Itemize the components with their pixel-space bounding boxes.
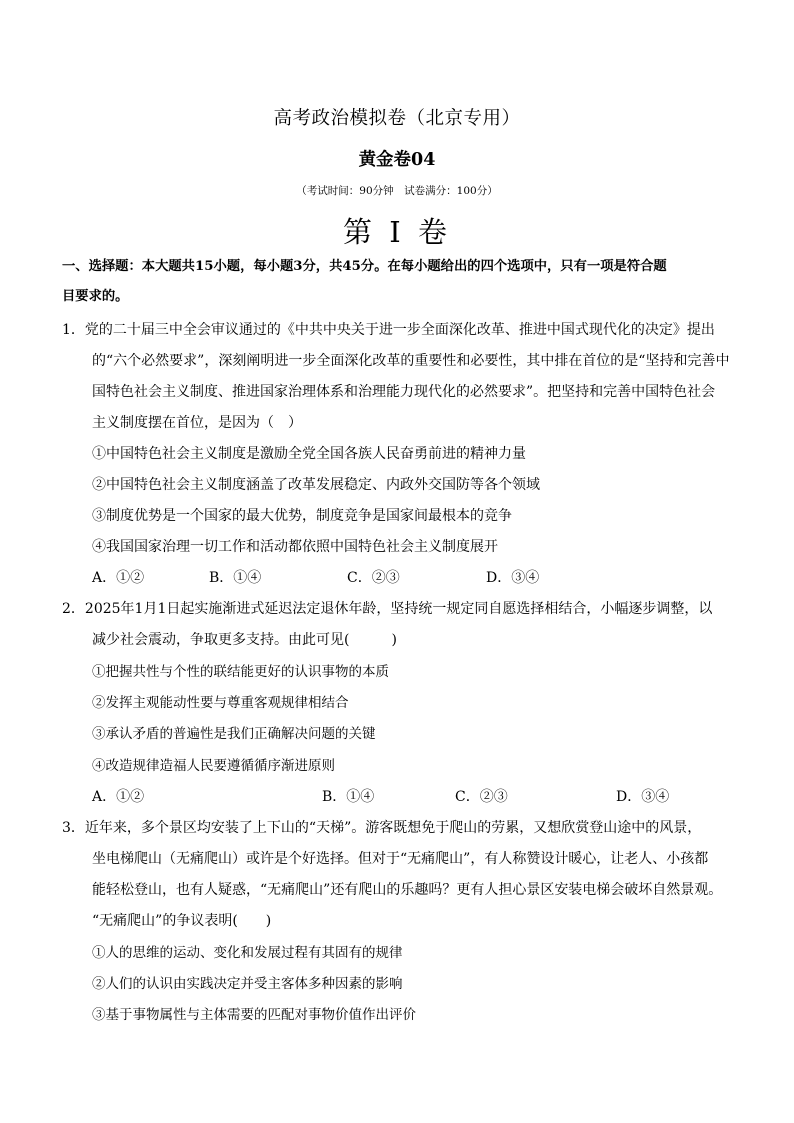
q1-option-d: D．③④ [486,570,540,586]
q1-statement: ④我国国家治理一切工作和活动都依照中国特色社会主义制度展开 [92,539,498,555]
section-instruction-cont: 目要求的。 [62,289,129,304]
q2-statement: ①把握共性与个性的联结能更好的认识事物的本质 [92,664,389,680]
q2-option-c: C．②③ [455,789,508,805]
q3-stem-line: 能轻松登山，也有人疑惑，“无痛爬山”还有爬山的乐趣吗？更有人担心景区安装电梯会破坏自然景观。 [92,882,723,898]
q1-option-c: C．②③ [347,570,400,586]
exam-title: 高考政治模拟卷（北京专用） [273,108,521,129]
q2-statement: ②发挥主观能动性要与尊重客观规律相结合 [92,695,349,711]
q1-option-a: A．①② [92,570,145,586]
section-instruction: 一、选择题：本大题共15小题，每小题3分，共45分。在每小题给出的四个选项中，只有一项是符合题 [62,259,667,274]
q2-option-b: B．①④ [322,789,375,805]
q2-option-a: A．①② [92,789,145,805]
q2-option-d: D．③④ [616,789,670,805]
q1-stem-line: 主义制度摆在首位，是因为（ ） [92,415,302,431]
q1-option-b: B．①④ [209,570,262,586]
q2-stem-line: 减少社会震动，争取更多支持。由此可见( ) [92,632,397,648]
q1-stem-line: 的“六个必然要求”，深刻阐明进一步全面深化改革的重要性和必要性，其中排在首位的是“坚持和完善中 [92,353,730,369]
q3-statement: ②人们的认识由实践决定并受主客体多种因素的影响 [92,976,403,992]
q3-statement: ①人的思维的运动、变化和发展过程有其固有的规律 [92,945,403,961]
exam-info: （考试时间：90分钟 试卷满分：100分） [296,185,498,197]
q3-statement: ③基于事物属性与主体需要的匹配对事物价值作出评价 [92,1007,416,1023]
q3-stem-line: “无痛爬山”的争议表明( ) [92,913,272,929]
q1-statement: ②中国特色社会主义制度涵盖了改革发展稳定、内政外交国防等各个领域 [92,477,540,493]
q3-stem-line: 坐电梯爬山（无痛爬山）或许是个好选择。但对于“无痛爬山”，有人称赞设计暖心，让老人、小孩都 [92,851,709,867]
paper-subtitle: 黄金卷04 [358,150,436,170]
q1-stem-line: 国特色社会主义制度、推进国家治理体系和治理能力现代化的必然要求”。把坚持和完善中国特色社会 [92,384,716,400]
q1-statement: ①中国特色社会主义制度是激励全党全国各族人民奋勇前进的精神力量 [92,446,526,462]
q2-statement: ③承认矛盾的普遍性是我们正确解决问题的关键 [92,726,376,742]
q2-stem-line: 2．2025年1月1日起实施渐进式延迟法定退休年龄，坚持统一规定同自愿选择相结合，小幅逐步调整，以 [62,601,713,617]
part-heading: 第 I 卷 [343,215,451,249]
q3-stem-line: 3．近年来，多个景区均安装了上下山的“天梯”。游客既想免于爬山的劳累，又想欣赏登山途中的风景， [62,820,702,836]
q1-stem-line: 1．党的二十届三中全会审议通过的《中共中央关于进一步全面深化改革、推进中国式现代化的决定》提出 [62,322,715,338]
q1-statement: ③制度优势是一个国家的最大优势，制度竞争是国家间最根本的竞争 [92,508,512,524]
q2-statement: ④改造规律造福人民要遵循循序渐进原则 [92,758,335,774]
